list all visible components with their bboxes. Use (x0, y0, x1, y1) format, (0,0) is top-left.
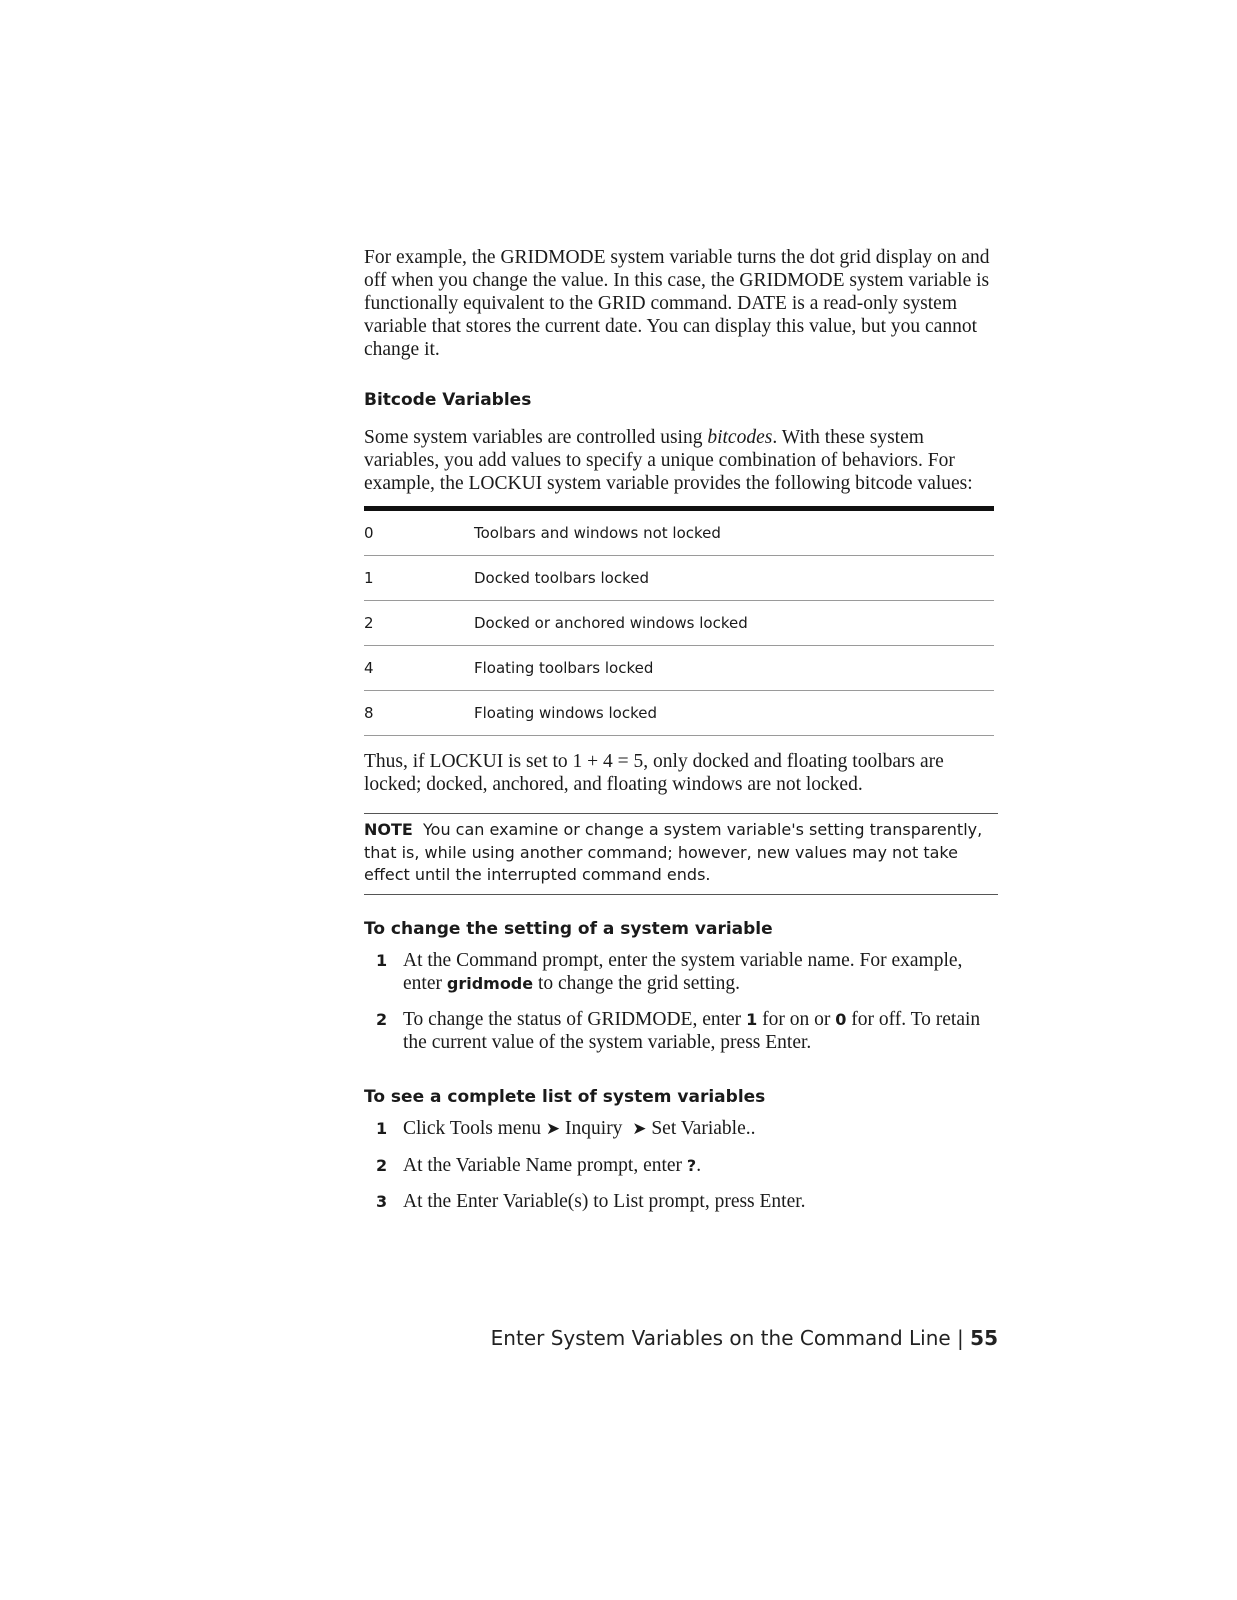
procedure-change-steps (364, 949, 998, 1054)
bitcode-desc-after: . With these system variables, you add values to specify a unique combination of behaviors. For example, the LOCKUI system variable provides the following bitcode values: (364, 427, 973, 494)
menu-arrow-icon: ➤ (632, 1118, 647, 1139)
page-footer (491, 1326, 998, 1350)
note-box (364, 813, 998, 895)
list-item (364, 1190, 998, 1213)
note-text: You can examine or change a system variable's setting transparently, that is, while using another command; however, new values may not take effect until the interrupted command ends. (364, 820, 983, 884)
bitcode-value: 1 (364, 556, 474, 601)
step-text: To change the status of GRIDMODE, enter (403, 1008, 747, 1030)
bitcode-heading: Bitcode Variables (364, 390, 532, 410)
bitcode-table (364, 506, 994, 736)
table-row (364, 601, 994, 646)
bitcode-meaning: Toolbars and windows not locked (474, 509, 994, 556)
procedure-list-heading: To see a complete list of system variables (364, 1086, 766, 1107)
bitcode-value: 0 (364, 509, 474, 556)
value-on: 1 (746, 1009, 758, 1029)
bitcode-meaning: Floating windows locked (474, 691, 994, 736)
menu-path-tools: Click Tools menu (403, 1117, 542, 1139)
bitcode-desc-before: Some system variables are controlled using (364, 427, 708, 448)
menu-path-set-variable: Set Variable.. (651, 1117, 756, 1139)
bitcode-meaning: Floating toolbars locked (474, 646, 994, 691)
menu-arrow-icon: ➤ (545, 1118, 561, 1139)
step-text: At the Enter Variable(s) to List prompt, press Enter. (403, 1190, 806, 1212)
bitcode-description (364, 426, 998, 495)
bitcode-meaning: Docked or anchored windows locked (474, 601, 994, 646)
step-text: At the Variable Name prompt, enter (403, 1154, 687, 1176)
step-text: . (696, 1154, 702, 1176)
list-item (364, 1008, 998, 1054)
lockui-explanation: Thus, if LOCKUI is set to 1 + 4 = 5, only docked and floating toolbars are locked; docked, anchored, and floating windows are not locked. (364, 751, 944, 795)
bitcode-value: 4 (364, 646, 474, 691)
step-number: 1 (376, 950, 388, 970)
footer-separator: | (957, 1326, 964, 1350)
bitcode-desc-emphasis: bitcodes (707, 427, 773, 448)
intro-paragraph: For example, the GRIDMODE system variable turns the dot grid display on and off when you change the value. In this case, the GRIDMODE system variable is functionally equivalent to the GRID command. DATE is a read-only system variable that stores the current date. You can display this value, but you cannot change it. (364, 247, 990, 360)
footer-title: Enter System Variables on the Command Line (490, 1326, 951, 1350)
note-label: NOTE (364, 820, 413, 839)
table-row (364, 646, 994, 691)
step-text: for off. To retain the current value of the system variable, press Enter. (403, 1008, 981, 1053)
step-number: 1 (376, 1118, 388, 1138)
step-number: 2 (376, 1009, 388, 1029)
table-row (364, 556, 994, 601)
menu-path-inquiry: Inquiry (565, 1117, 623, 1139)
step-text: for on or (757, 1008, 836, 1030)
command-gridmode: gridmode (446, 973, 534, 993)
procedure-list-steps (364, 1117, 998, 1213)
step-number: 3 (376, 1191, 388, 1211)
bitcode-value: 8 (364, 691, 474, 736)
step-text: At the Command prompt, enter the system variable name. For example, enter (403, 949, 963, 994)
page-body (364, 246, 998, 1226)
step-number: 2 (376, 1155, 388, 1175)
list-item (364, 1154, 998, 1177)
command-question: ? (686, 1155, 697, 1175)
table-row (364, 509, 994, 556)
list-item (364, 1117, 998, 1141)
procedure-change-heading: To change the setting of a system variable (364, 918, 773, 939)
list-item (364, 949, 998, 995)
bitcode-value: 2 (364, 601, 474, 646)
value-off: 0 (835, 1009, 847, 1029)
bitcode-meaning: Docked toolbars locked (474, 556, 994, 601)
page-number: 55 (970, 1326, 998, 1350)
step-text: to change the grid setting. (533, 972, 740, 994)
table-row (364, 691, 994, 736)
